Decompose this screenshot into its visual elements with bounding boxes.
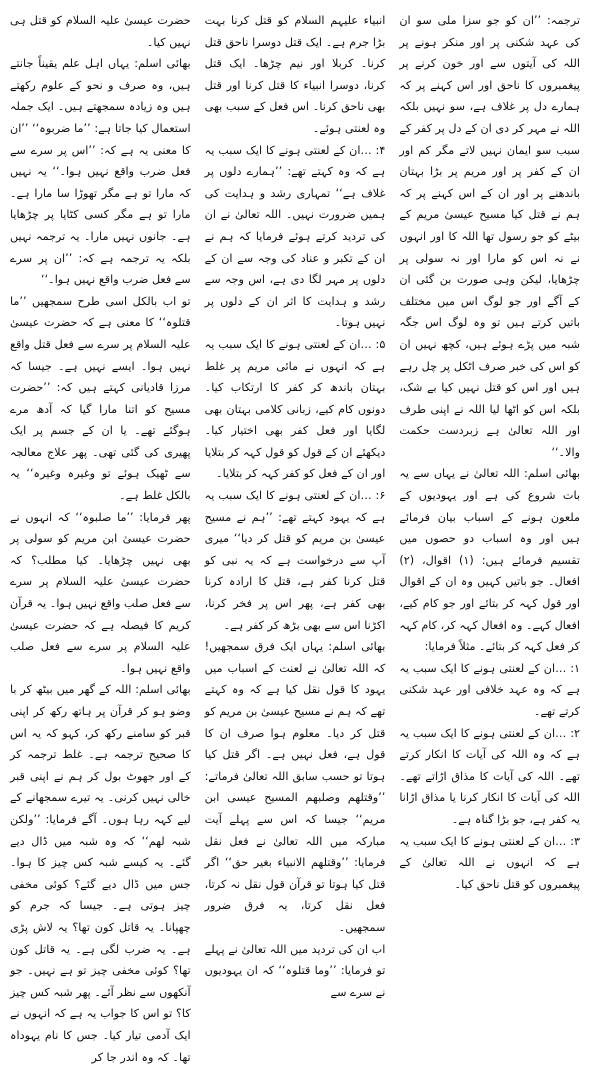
paragraph: اب ان کی تردید میں اللہ تعالیٰ نے پہلے تو فرمایا: ’’وما قتلوہ‘‘ کہ ان یہودیوں نے سرے سے	[204, 942, 386, 999]
paragraph: انبیاء علیہم السلام کو قتل کرنا بہت بڑا جرم ہے۔ ایک قتل دوسرا ناحق قتل کرنا۔ کربلا اور نیم چڑھا۔ ایک قتل کرنا، دوسرا انبیاء کا قتل کرنا اور قتل بھی ناحق کرنا۔ اس فعل کے سبب بھی وہ لعنتی ہوئے۔	[204, 14, 386, 135]
paragraph: بھائی اسلم: یہاں ایک فرق سمجھیں! کہ اللہ تعالیٰ نے لعنت کے اسباب میں یہود کا قول نقل کیا ہے کہ وہ کہتے تھے کہ ہم نے مسیح عیسیٰ بن مریم کو قتل کر دیا۔ معلوم ہوا صرف ان کا قول ہے، فعل نہیں ہے۔ اگر قتل کیا ہوتا تو حسب سابق اللہ تعالیٰ فرماتے: ’’وقتلهم وصلبهم المسيح عيسى ابن مريم‘‘ جیسا کہ اس سے پہلے آیت مبارکہ میں اللہ تعالیٰ نے فعل نقل فرمایا: ’’وقتلهم الانبياء بغير حق‘‘ اگر قتل کیا ہوتا تو قرآن قول نقل نہ کرتا، فعل نقل کرتا، یہ فرق ضرور سمجھیں۔	[204, 640, 386, 934]
paragraph: ۲: …ان کے لعنتی ہونے کا ایک سبب یہ ہے کہ وہ اللہ کی آیات کا انکار کرتے تھے۔ اللہ کی آیات کا مذاق اڑاتے تھے۔ اللہ کی آیات کا انکار کرنا یا مذاق اڑانا یہ کفر ہے، جو بڑا گناہ ہے۔	[399, 726, 580, 826]
paragraph: پھر فرمایا: ’’ما صلبوہ‘‘ کہ انہوں نے حضرت عیسیٰ ابن مریم کو سولی پر بھی نہیں چڑھایا۔ کیا مطلب؟ کہ حضرت عیسیٰ علیہ السلام پر سرے سے فعل صلب واقع نہیں ہوا۔ یہ قرآن کریم کا فیصلہ ہے کہ حضرت عیسیٰ علیہ السلام پر سرے سے فعل صلب واقع نہیں ہوا۔	[9, 510, 191, 675]
paragraph: ۵: …ان کے لعنتی ہونے کا ایک سبب یہ ہے کہ انہوں نے مائی مریم پر غلط بہتان باندھ کر کفر کا ارتکاب کیا۔ دونوں کام کیے، زبانی کلامی بہتان بھی لگایا اور فعل کفر بھی اختیار کیا۔ دیکھئے ان کے قول کو قول کہہ کر بتلایا اور ان کے فعل کو کفر کہہ کر بتلایا۔	[204, 337, 386, 481]
paragraph: ۴: …ان کے لعنتی ہونے کا ایک سبب یہ ہے کہ وہ کہتے تھے: ’’ہمارے دلوں پر غلاف ہے‘‘ تمہاری رشد و ہدایت کی ہمیں ضرورت نہیں۔ اللہ تعالیٰ نے ان کی تردید کرتے ہوئے فرمایا کہ ہم نے ان کے تکبر و عناد کی وجہ سے ان کے دلوں پر مہر لگا دی ہے، اس وجہ سے رشد و ہدایت کا اثر ان کے دلوں پر نہیں ہوتا۔	[204, 143, 386, 330]
paragraph: ۱: …ان کے لعنتی ہونے کا ایک سبب یہ ہے کہ وہ عہد خلافی اور عہد شکنی کرتے تھے۔	[399, 661, 580, 718]
text-column-middle	[204, 10, 386, 999]
text-column-left	[9, 10, 191, 1064]
paragraph: بھائی اسلم: یہاں اہل علم یقیناً جانتے ہیں، وہ صرف و نحو کے علوم رکھتے ہیں وہ زیادہ سمجھتے ہیں۔ ایک جملہ استعمال کیا جاتا ہے: ’’ما ضربوہ‘‘ ’’ان کا معنی یہ ہے کہ: ’’اس پر سرے سے فعل ضرب واقع نہیں ہوا۔‘‘ یہ نہیں کہ مارا تو ہے مگر تھوڑا سا مارا ہے۔ مارا تو ہے مگر کسی کٹایا پر چڑھایا ہے۔ جانوں نہیں مارا۔ یہ ترجمہ نہیں بلکہ یہ ترجمہ ہے کہ: ’’ان پر سرے سے فعل ضرب واقع نہیں ہوا۔‘‘	[9, 57, 191, 287]
paragraph: بھائی اسلم: اللہ تعالیٰ نے یہاں سے یہ بات شروع کی ہے اور یہودیوں کے ملعون ہونے کے اسباب بیان فرمائے ہیں اور وہ اسباب دو حصوں میں تقسیم فرمائے ہیں: (۱) اقوال، (۲) افعال۔ جو باتیں کہیں وہ ان کے اقوال اور قول کہہ کر بتائے اور جو کام کیے، افعال کہے۔ وہ افعال کہہ کر، کام کہہ کر فعل کہہ کر بتائے۔ مثلاً فرمایا:	[399, 467, 580, 654]
paragraph: بھائی اسلم: اللہ کے گھر میں بیٹھ کر با وضو ہو کر قرآن پر ہاتھ رکھ کر اپنی قبر کو سامنے رکھ کر، کہو کہ یہ اس کا صحیح ترجمہ ہے۔ غلط ترجمہ کر کے اور جھوٹ بول کر ہم نے اپنی قبر خالی نہیں کرنی۔ یہ تیرے سمجھانے کے لیے کہہ رہا ہوں۔ آگے فرمایا: ’’ولکن شبہ لھم‘‘ کہ وہ شبہ میں ڈال دیے گئے۔ یہ کیسے شبہ کس چیز کا ہوا۔ جس میں ڈال دیے گئے؟ کوئی مخفی چیز ہوتی ہے۔ جیسا کہ جرم کو چھپانا۔ یہ قاتل کون تھا؟ یہ لاش پڑی ہے۔ یہ ضرب لگی ہے۔ یہ قاتل کون تھا؟ کوئی مخفی چیز تو ہے نہیں۔ جو آنکھوں سے نظر آئے۔ پھر شبہ کس چیز کا؟ تو اس کا جواب یہ ہے کہ انہوں نے ایک آدمی تیار کیا۔ جس کا نام یہوداہ تھا۔ کہ وہ اندر جا کر	[9, 683, 191, 1064]
text-column-right	[399, 10, 580, 891]
paragraph: ۳: …ان کے لعنتی ہونے کا ایک سبب یہ ہے کہ انہوں نے اللہ تعالیٰ کے پیغمبروں کو قتل ناحق کیا۔	[399, 834, 580, 891]
paragraph: حضرت عیسیٰ علیہ السلام کو قتل ہی نہیں کیا۔	[9, 14, 191, 49]
paragraph: ۶: …ان کے لعنتی ہونے کا ایک سبب یہ ہے کہ یہود کہتے تھے: ’’ہم نے مسیح عیسیٰ بن مریم کو قتل کر دیا‘‘ میری آپ سے درخواست ہے کہ یہ نبی کو قتل کرنا کفر ہے، قتل کا ارادہ کرنا بھی کفر ہے، پھر اس پر فخر کرنا، اکڑنا اس سے بھی بڑھ کر کفر ہے۔	[204, 489, 386, 632]
paragraph: ترجمہ: ’’ان کو جو سزا ملی سو ان کی عہد شکنی پر اور منکر ہونے پر اللہ کی آیتوں سے اور خون کرنے پر پیغمبروں کا ناحق اور اس کہنے پر کہ ہمارے دل پر غلاف ہے، سو نہیں بلکہ اللہ نے مہر کر دی ان کے دل پر کفر کے سبب سو ایمان نہیں لاتے مگر کم اور ان کے کفر پر اور مریم پر بڑا بہتان باندھنے پر اور ان کے اس کہنے پر کہ ہم نے قتل کیا مسیح عیسیٰ مریم کے بیٹے کو جو رسول تھا اللہ کا اور انہوں نے نہ اس کو مارا اور نہ سولی پر چڑھایا، لیکن وہی صورت بن گئی ان کے آگے اور جو لوگ اس میں مختلف باتیں کرتے ہیں تو وہ لوگ اس جگہ شبہ میں پڑے ہوئے ہیں، کچھ نہیں ان کو اس کی خبر صرف اٹکل پر چل رہے ہیں اور اس کو قتل نہیں کیا بے شک، بلکہ اس کو اٹھا لیا اللہ نے اپنی طرف اور اللہ تعالیٰ ہے زبردست حکمت والا۔‘‘	[399, 14, 580, 459]
paragraph: تو اب بالکل اسی طرح سمجھیں ’’ما قتلوہ‘‘ کا معنی ہے کہ حضرت عیسیٰ علیہ السلام پر سرے سے فعل قتل واقع نہیں ہوا۔ ایسے نہیں ہے۔ جیسا کہ مرزا قادیانی کہتے ہیں کہ: ’’حضرت مسیح کو اتنا مارا گیا کہ آدھ مرے ہوگئے تھے۔ یا ان کے جسم پر ایک پھیری کی گئی تھی۔ پھر علاج معالجہ سے ٹھیک ہوئے تو وغیرہ وغیرہ‘‘ یہ بالکل غلط ہے۔	[9, 294, 191, 503]
